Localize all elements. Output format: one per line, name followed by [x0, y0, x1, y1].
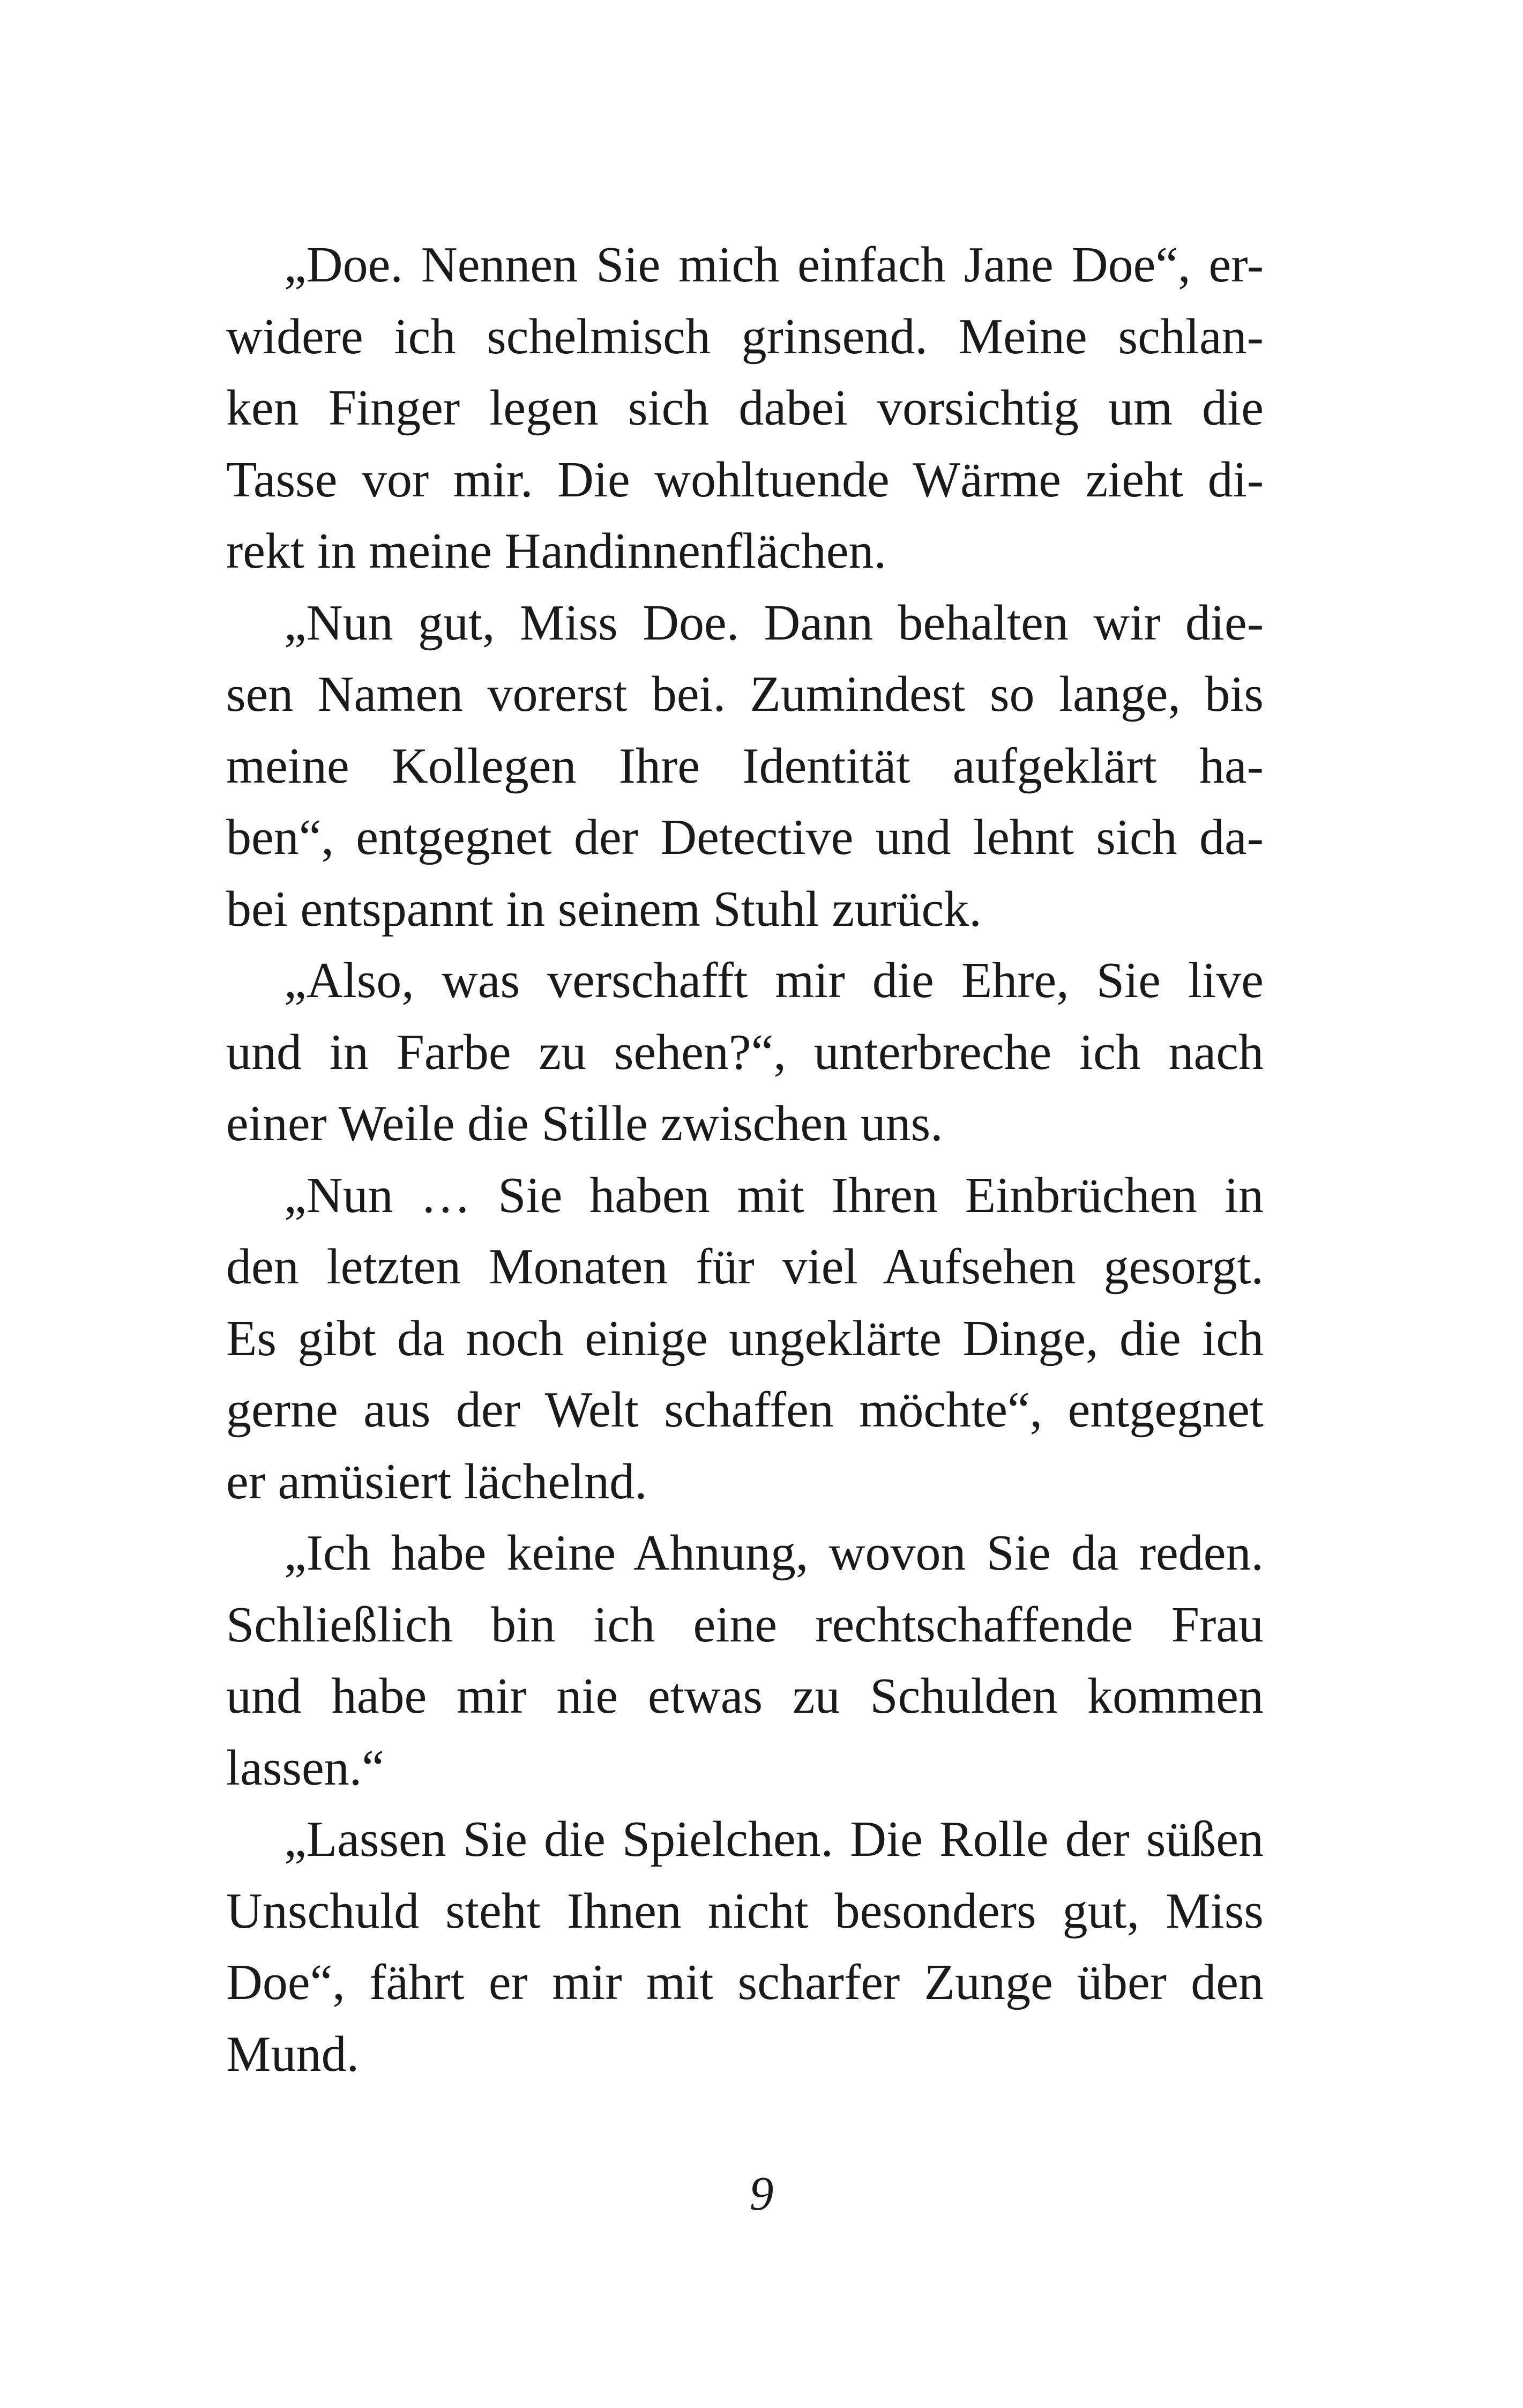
text-line: ken Finger legen sich dabei vorsichtig um die [226, 380, 1264, 436]
text-line: „Ich habe keine Ahnung, wovon Sie da reden. [284, 1525, 1264, 1581]
text-line: meine Kollegen Ihre Identität aufgeklärt ha- [226, 738, 1264, 794]
text-line: widere ich schelmisch grinsend. Meine schlan- [226, 308, 1264, 365]
text-line: ben“, entgegnet der Detective und lehnt sich da- [226, 809, 1264, 865]
text-line: und habe mir nie etwas zu Schulden kommen [226, 1668, 1264, 1724]
text-line: einer Weile die Stille zwischen uns. [226, 1096, 943, 1151]
text-line: „Lassen Sie die Spielchen. Die Rolle der süßen [284, 1811, 1264, 1867]
paragraph [226, 1160, 1264, 1518]
body-text [226, 229, 1264, 2090]
text-line: „Doe. Nennen Sie mich einfach Jane Doe“, er- [284, 237, 1264, 293]
text-line: „Nun … Sie haben mit Ihren Einbrüchen in [284, 1167, 1264, 1223]
text-line: Schließlich bin ich eine rechtschaffende Frau [226, 1596, 1264, 1653]
text-line: „Also, was verschafft mir die Ehre, Sie live [284, 953, 1264, 1008]
text-line: und in Farbe zu sehen?“, unterbreche ich nach [226, 1024, 1264, 1080]
text-line: er amüsiert lächelnd. [226, 1453, 647, 1510]
text-line: rekt in meine Handinnenflächen. [226, 523, 886, 579]
text-line: bei entspannt in seinem Stuhl zurück. [226, 881, 982, 937]
paragraph [226, 945, 1264, 1160]
text-line: lassen.“ [226, 1740, 384, 1796]
text-line: Es gibt da noch einige ungeklärte Dinge, die ich [226, 1310, 1264, 1366]
text-line: Tasse vor mir. Die wohltuende Wärme zieht di- [226, 451, 1264, 508]
text-line: „Nun gut, Miss Doe. Dann behalten wir die- [284, 594, 1264, 651]
paragraph [226, 588, 1264, 946]
text-line: den letzten Monaten für viel Aufsehen gesorgt. [226, 1239, 1264, 1295]
text-line: gerne aus der Welt schaffen möchte“, entgegnet [226, 1382, 1264, 1438]
paragraph [226, 229, 1264, 588]
paragraph [226, 1804, 1264, 2090]
page-number: 9 [749, 2167, 774, 2220]
text-line: Doe“, fährt er mir mit scharfer Zunge über den [226, 1954, 1264, 2010]
paragraph [226, 1518, 1264, 1804]
text-line: Unschuld steht Ihnen nicht besonders gut, Miss [226, 1883, 1264, 1939]
text-line: Mund. [226, 2026, 360, 2082]
text-line: sen Namen vorerst bei. Zumindest so lange, bis [226, 666, 1264, 722]
